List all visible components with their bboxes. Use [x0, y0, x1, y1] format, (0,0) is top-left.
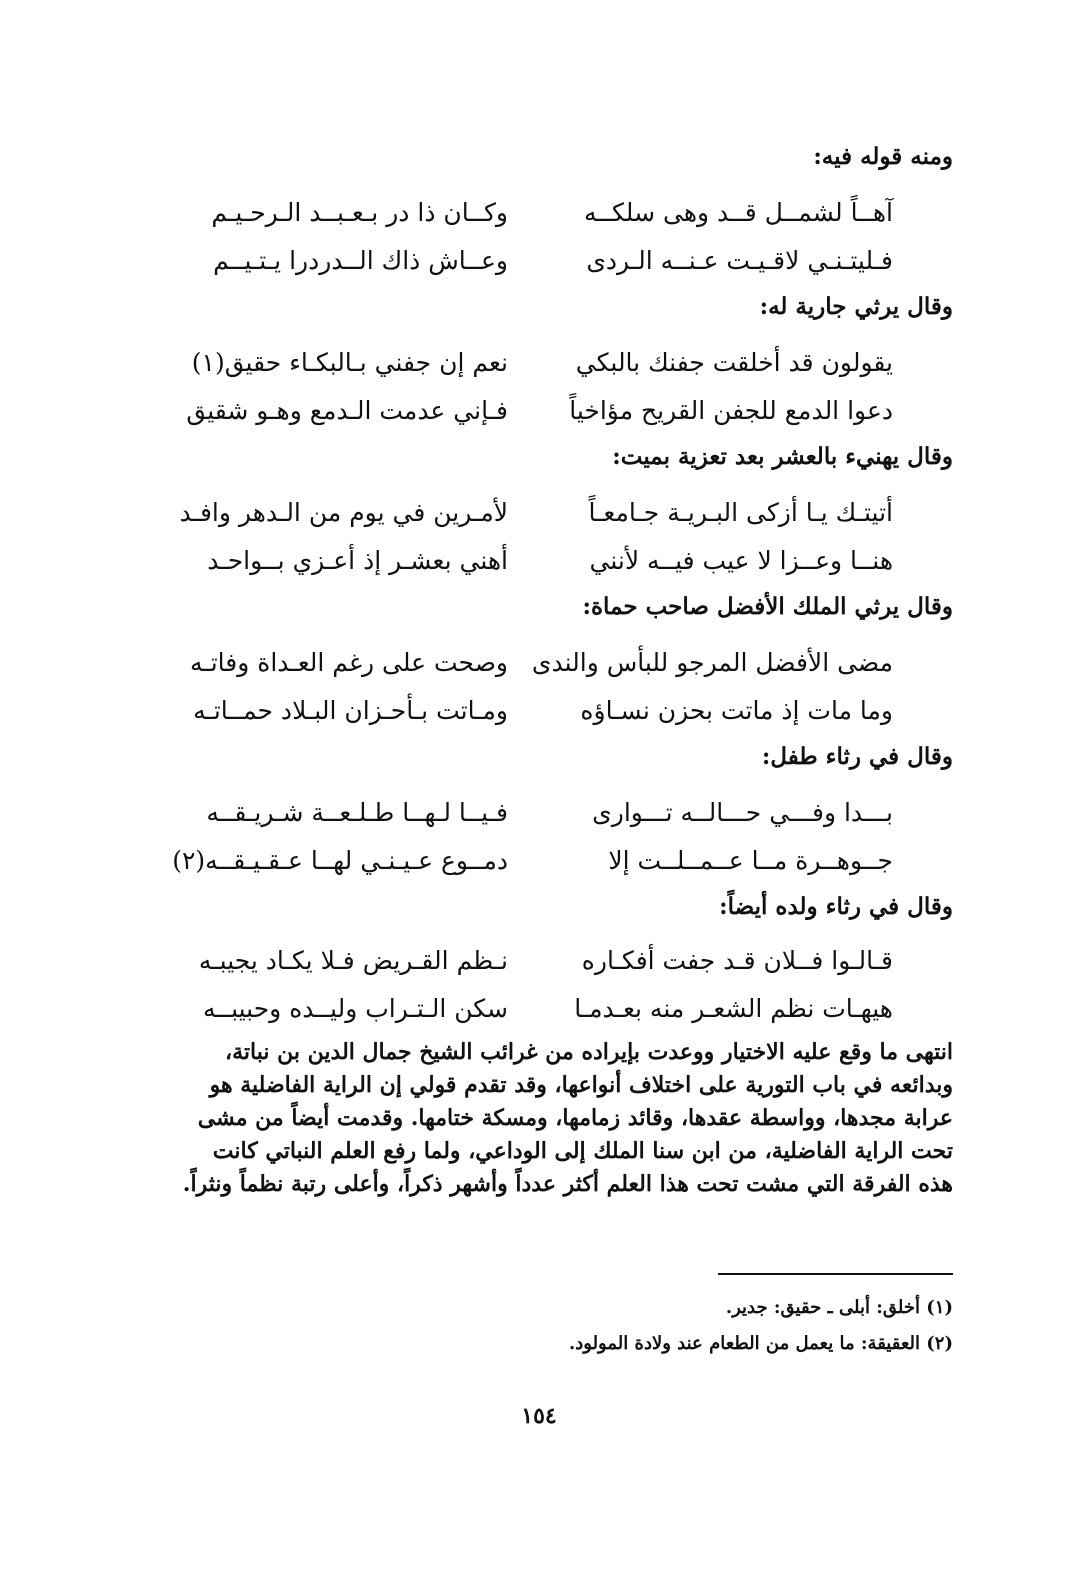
verse-hemistich-right: هيهـات نظم الشعـر منه بعـدمـا — [574, 994, 893, 1023]
verse-hemistich-left: فـيــا لـهــا طـلـعــة شـريـقــه — [206, 798, 508, 827]
section-heading: وقال يهنيء بالعشر بعد تعزية بميت: — [612, 443, 953, 470]
verse-block — [178, 340, 893, 436]
verse-hemistich-right: مضى الأفضل المرجو للبأس والندى — [531, 648, 893, 677]
verse-hemistich-right: فـليتـنـي لاقـيـت عـنــه الـردى — [586, 246, 893, 275]
verse-hemistich-left: فـإني عدمت الـدمع وهـو شقيق — [186, 396, 508, 425]
verse-hemistich-right: يقولون قد أخلقت جفنك بالبكي — [575, 348, 893, 377]
verse-block — [178, 190, 893, 286]
verse-hemistich-left: ومـاتت بـأحـزان البـلاد حمــاتـه — [193, 696, 508, 725]
section-heading: وقال يرثي الملك الأفضل صاحب حماة: — [582, 593, 953, 620]
verse-hemistich-left: وكــان ذا در بـعـبــد الـرحـيـم — [211, 198, 508, 227]
section-heading: وقال يرثي جارية له: — [759, 293, 953, 320]
page-number: ١٥٤ — [521, 1403, 557, 1429]
verse-hemistich-right: قـالـوا فــلان قـد جفت أفكـاره — [581, 946, 893, 975]
prose-line: تحت الراية الفاضلية، من ابن سنا الملك إلى الوداعي، ولما رفع العلم النباتي كانت — [212, 1138, 953, 1164]
verse-hemistich-right: بـــدا وفـــي حـــالــه تـــوارى — [592, 798, 893, 827]
verse-hemistich-left: سكن الـتـراب وليــده وحبيبــه — [203, 994, 508, 1023]
prose-line: وبدائعه في باب التورية على اختلاف أنواعها، وقد تقدم قولي إن الراية الفاضلية هو — [209, 1072, 953, 1098]
verse-hemistich-left: دمــوع عـيـنـي لهــا عـقـيـقــه(٢) — [172, 846, 508, 875]
prose-paragraph — [123, 1036, 953, 1201]
verse-hemistich-right: دعوا الدمع للجفن القريح مؤاخياً — [569, 396, 893, 425]
footnote-divider — [718, 1273, 953, 1275]
verse-hemistich-left: لأمـرين في يوم من الـدهر وافـد — [179, 498, 508, 527]
prose-line: عرابة مجدها، وواسطة عقدها، وقائد زمامها، ومسكة ختامها. وقدمت أيضاً من مشى — [197, 1105, 953, 1131]
verse-block — [172, 790, 893, 886]
section-heading: وقال في رثاء ولده أيضاً: — [719, 893, 953, 920]
section-heading: وقال في رثاء طفل: — [761, 743, 953, 770]
verse-hemistich-right: أتيتـك يـا أزكى البـريـة جـامعـاً — [588, 498, 893, 527]
verse-hemistich-left: وصحت على رغم العـداة وفاتـه — [189, 648, 508, 677]
verse-block — [178, 490, 893, 586]
verse-hemistich-left: نعم إن جفني بـالبكـاء حقيق(١) — [191, 348, 508, 377]
prose-line: انتهى ما وقع عليه الاختيار ووعدت بإيراده من غرائب الشيخ جمال الدين بن نباتة، — [224, 1039, 953, 1065]
prose-line: هذه الفرقة التي مشت تحت هذا العلم أكثر عدداً وأشهر ذكراً، وأعلى رتبة نظماً ونثراً. — [182, 1171, 953, 1197]
verse-block — [178, 640, 893, 736]
verse-hemistich-right: جــوهــرة مــا عــمــلــت إلا — [608, 846, 893, 875]
verse-hemistich-right: وما مات إذ ماتت بحزن نسـاؤه — [580, 696, 893, 725]
verse-block — [178, 938, 893, 1034]
verse-hemistich-left: وعــاش ذاك الــدردرا يـتـيــم — [213, 246, 508, 275]
section-heading: ومنه قوله فيه: — [813, 143, 953, 170]
verse-hemistich-left: أهني بعشـر إذ أعـزي بــواحـد — [207, 546, 508, 575]
verse-hemistich-right: آهــاً لشمــل قــد وهى سلكــه — [583, 198, 893, 227]
footnote: (٢) العقيقة: ما يعمل من الطعام عند ولادة المولود. — [568, 1333, 953, 1354]
footnote: (١) أخلق: أبلى ـ حقيق: جدير. — [725, 1297, 953, 1318]
verse-hemistich-left: نـظم القـريض فـلا يكـاد يجيبـه — [198, 946, 508, 975]
verse-hemistich-right: هنــا وعــزا لا عيب فيــه لأنني — [589, 546, 893, 575]
